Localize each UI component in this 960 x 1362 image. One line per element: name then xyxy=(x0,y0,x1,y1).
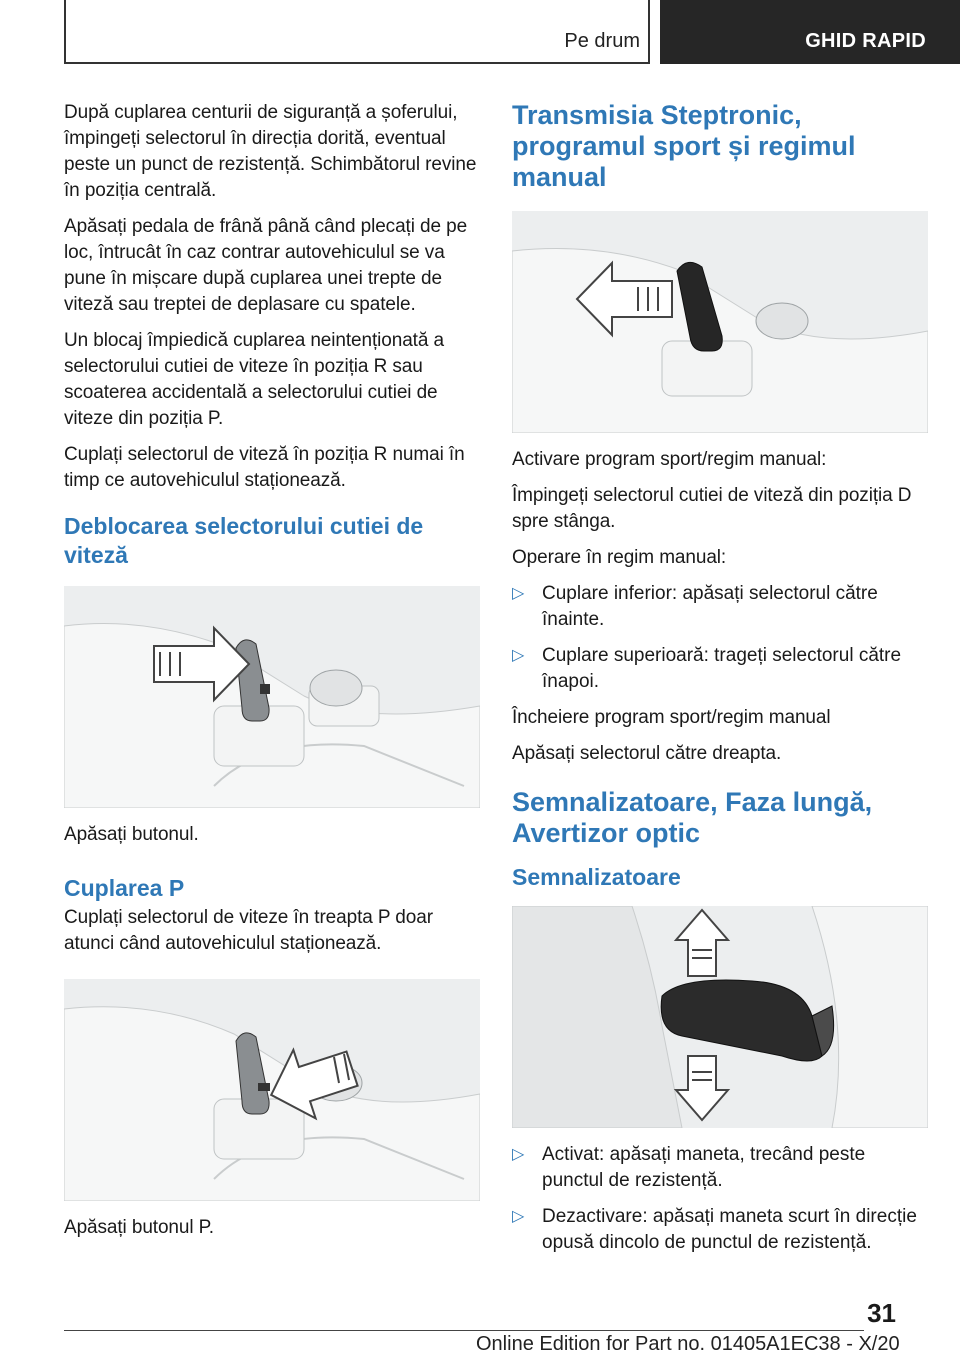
manual-mode-list xyxy=(512,581,928,695)
paragraph: Apăsați pedala de frână până când plecați de pe loc, întrucât în caz contrar autovehiculul se va pune în mișcare după cuplarea unei trepte de viteză sau treptei de deplasare cu spatele. xyxy=(64,216,468,315)
header-chapter-label: GHID RAPID xyxy=(805,30,926,52)
list-item: ▷ Cuplare inferior: apăsați selectorul către înainte. xyxy=(512,583,878,630)
paragraph: Apăsați selectorul către dreapta. xyxy=(512,743,782,764)
header-rule-left xyxy=(64,0,66,64)
footer-rule xyxy=(64,1330,864,1331)
page-number: 31 xyxy=(867,1298,896,1328)
paragraph: Activare program sport/regim manual: xyxy=(512,449,827,470)
paragraph: Cuplați selectorul de viteze în treapta P doar atunci când autovehiculul staționează. xyxy=(64,907,433,954)
heading-turn-indicator: Semnalizatoare xyxy=(512,864,681,890)
paragraph: Împingeți selectorul cutiei de viteză din poziția D spre stânga. xyxy=(512,485,912,532)
figure-sport-mode xyxy=(512,211,928,433)
left-column xyxy=(64,100,480,1251)
list-item: ▷ Cuplare superioară: trageți selectorul către înapoi. xyxy=(512,645,902,692)
header-rule-bottom xyxy=(64,62,650,64)
paragraph: Încheiere program sport/regim manual xyxy=(512,707,831,728)
footer-edition: Online Edition for Part no. 01405A1EC38 - X/20 xyxy=(476,1333,900,1355)
list-item: ▷ Activat: apăsați maneta, trecând peste punctul de rezistență. xyxy=(512,1144,866,1191)
paragraph: Cuplați selectorul de viteză în poziția R numai în timp ce autovehiculul staționează. xyxy=(64,444,465,491)
figure-park-button xyxy=(64,979,480,1201)
header-rule-right xyxy=(648,0,650,64)
figure-unlock-button xyxy=(64,586,480,808)
bullet-triangle-icon: ▷ xyxy=(512,1208,525,1225)
header-chapter-tab[interactable] xyxy=(660,0,960,64)
bullet-triangle-icon: ▷ xyxy=(512,585,525,602)
heading-steptronic: Transmisia Steptronic, programul sport și regimul manual xyxy=(512,100,856,192)
header-section-label: Pe drum xyxy=(564,30,640,52)
paragraph: Operare în regim manual: xyxy=(512,547,727,568)
paragraph: Un blocaj împiedică cuplarea neintenționată a selectorului cutiei de viteze în poziția R sau scoaterea accidentală a selectorului cutiei de viteze din poziția P. xyxy=(64,330,444,429)
turn-signal-list xyxy=(512,1142,928,1256)
paragraph: După cuplarea centurii de siguranță a șoferului, împingeți selectorul în direcția dorită, eventual peste un punct de rezistență. Schimbătorul revine în poziția centrală. xyxy=(64,102,477,201)
heading-turn-signals: Semnalizatoare, Faza lungă, Avertizor optic xyxy=(512,787,873,848)
figure-turn-signal-stalk xyxy=(512,906,928,1128)
heading-unlock-selector: Deblocarea selectorului cutiei de viteză xyxy=(64,513,424,568)
list-item: ▷ Dezactivare: apăsați maneta scurt în direcție opusă dincolo de punctul de rezistență. xyxy=(512,1206,917,1253)
right-column xyxy=(512,100,928,1266)
heading-park: Cuplarea P xyxy=(64,875,185,901)
figure-caption: Apăsați butonul P. xyxy=(64,1217,214,1238)
bullet-triangle-icon: ▷ xyxy=(512,647,525,664)
figure-caption: Apăsați butonul. xyxy=(64,824,199,845)
bullet-triangle-icon: ▷ xyxy=(512,1146,525,1163)
